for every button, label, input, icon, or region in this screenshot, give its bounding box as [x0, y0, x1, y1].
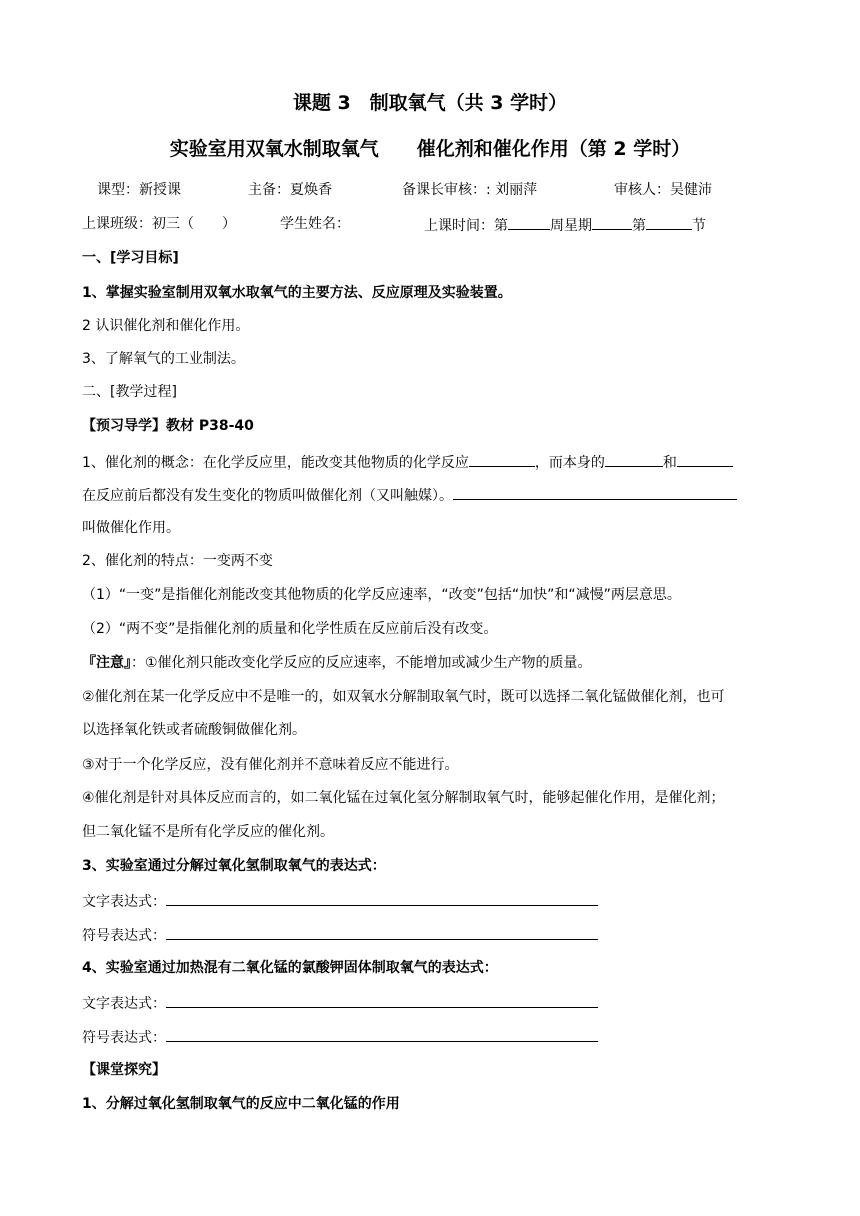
preview-heading: 【预习导学】教材 P38-40: [82, 418, 254, 434]
q1-blank-mass[interactable]: [605, 451, 663, 467]
class-field: 上课班级：初三（ ）: [82, 216, 236, 232]
q4-symbol-expression: [82, 1026, 598, 1048]
question-1-end: 叫做催化作用。: [82, 520, 180, 536]
q4-text-blank[interactable]: [166, 992, 598, 1008]
period-blank[interactable]: [646, 214, 692, 230]
question-4: 4、实验室通过加热混有二氧化锰的氯酸钾固体制取氧气的表达式：: [82, 960, 498, 976]
q3-text-expression: [82, 890, 598, 912]
note-2: ②催化剂在某一化学反应中不是唯一的，如双氧水分解制取氧气时，既可以选择二氧化锰做催化剂，也可: [82, 689, 725, 705]
class-time-field: [424, 214, 706, 236]
lesson-title: 课题 3 制取氧气（共 3 学时）: [292, 92, 568, 114]
q3-symbol-expression: [82, 924, 598, 946]
note-text: ：①催化剂只能改变化学反应的反应速率，不能增加或减少生产物的质量。: [131, 655, 592, 671]
process-heading: 二、[教学过程]: [82, 384, 177, 400]
q1-blank-effect[interactable]: [453, 484, 737, 500]
q4-text-expression: [82, 992, 598, 1014]
q3-symbol-blank[interactable]: [166, 924, 598, 940]
q1-text: 在反应前后都没有发生变化的物质叫做催化剂（又叫触媒）。: [82, 488, 453, 504]
label: 文字表达式：: [82, 996, 166, 1012]
time-prefix: 上课时间：第: [424, 218, 508, 234]
q4-symbol-blank[interactable]: [166, 1026, 598, 1042]
question-1: [82, 451, 733, 473]
q1-text: 1、催化剂的概念：在化学反应里，能改变其他物质的化学反应: [82, 455, 469, 471]
note-label: 『注意』: [82, 655, 131, 671]
objective-item: 3、了解氧气的工业制法。: [82, 351, 245, 367]
note-2-cont: 以选择氧化铁或者硫酸铜做催化剂。: [82, 722, 306, 738]
note-1: [82, 653, 592, 673]
question-2: 2、催化剂的特点：一变两不变: [82, 553, 273, 569]
student-name-field: 学生姓名：: [280, 216, 350, 232]
lead-teacher: 主备：夏焕香: [248, 182, 332, 198]
note-3: ③对于一个化学反应，没有催化剂并不意味着反应不能进行。: [82, 757, 459, 773]
explore-heading: 【课堂探究】: [82, 1062, 166, 1078]
label: 文字表达式：: [82, 894, 166, 910]
q3-text-blank[interactable]: [166, 890, 598, 906]
note-4-cont: 但二氧化锰不是所有化学反应的催化剂。: [82, 824, 334, 840]
reviewer: 审核人：吴健沛: [614, 182, 712, 198]
label: 符号表达式：: [82, 928, 166, 944]
explore-item-1: 1、分解过氧化氢制取氧气的反应中二氧化锰的作用: [82, 1096, 400, 1112]
time-di: 第: [632, 218, 646, 234]
note-4: ④催化剂是针对具体反应而言的，如二氧化锰在过氧化氢分解制取氧气时，能够起催化作用，是催化剂；: [82, 790, 725, 806]
q1-text: ，而本身的: [534, 455, 605, 471]
weekday-blank[interactable]: [592, 214, 632, 230]
time-jie: 节: [692, 218, 706, 234]
lesson-subtitle: 实验室用双氧水制取氧气 催化剂和催化作用（第 2 学时）: [169, 138, 691, 160]
label: 符号表达式：: [82, 1030, 166, 1046]
course-type: 课型：新授课: [97, 182, 181, 198]
objective-item: 1、掌握实验室制用双氧水取氧气的主要方法、反应原理及实验装置。: [82, 285, 512, 301]
q1-blank-rate[interactable]: [469, 451, 535, 467]
q1-blank-property[interactable]: [677, 451, 733, 467]
question-3: 3、实验室通过分解过氧化氢制取氧气的表达式：: [82, 858, 386, 874]
question-1-cont: [82, 484, 737, 506]
week-blank[interactable]: [508, 214, 550, 230]
q1-text: 和: [662, 455, 677, 471]
objective-item: 2 认识催化剂和催化作用。: [82, 318, 250, 334]
question-2-point-2: （2）“两不变”是指催化剂的质量和化学性质在反应前后没有改变。: [82, 621, 498, 637]
time-week: 周星期: [550, 218, 592, 234]
lead-reviewer: 备课长审核：: 刘丽萍: [402, 182, 538, 198]
question-2-point-1: （1）“一变”是指催化剂能改变其他物质的化学反应速率，“改变”包括“加快”和“减慢”两层意思。: [82, 587, 681, 603]
objectives-heading: 一、[学习目标]: [82, 250, 179, 266]
